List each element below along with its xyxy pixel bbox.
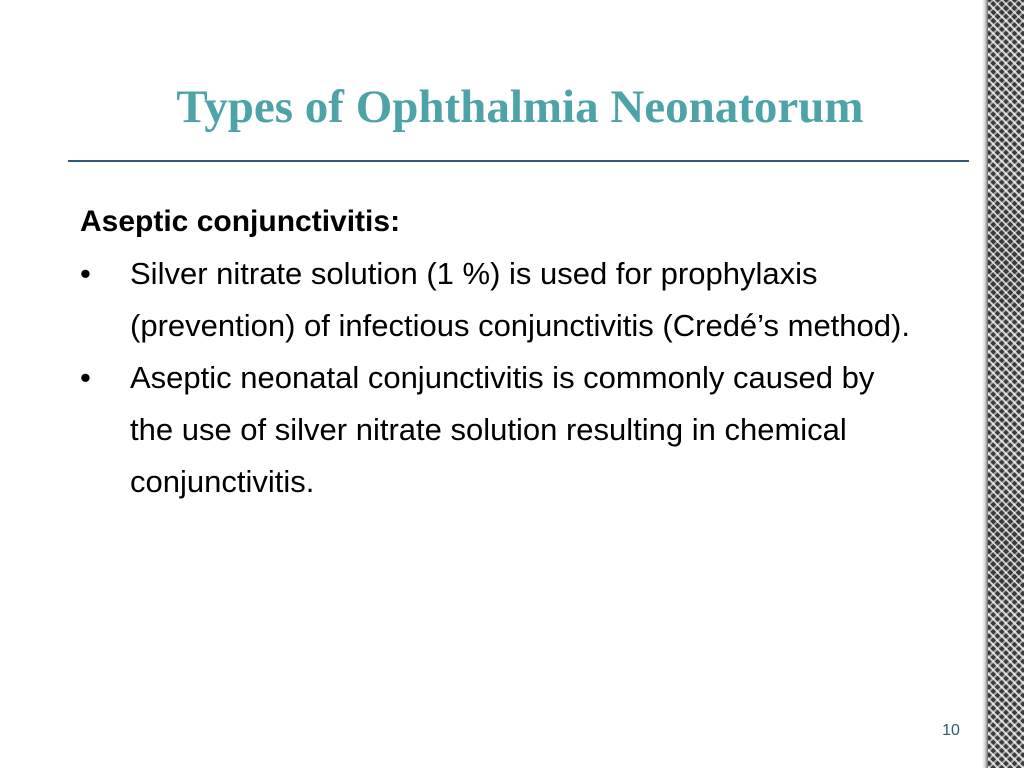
bullet-icon: • [80,256,91,291]
slide-title: Types of Ophthalmia Neonatorum [176,81,864,133]
side-border-pattern [988,0,1024,768]
bullet-icon: • [80,360,91,395]
title-divider [68,160,969,162]
page-number: 10 [942,722,960,739]
section-heading: Aseptic conjunctivitis: [80,205,401,238]
bullet-list [80,248,920,508]
bullet-item [80,352,920,508]
bullet-item [80,248,920,352]
slide-content [80,196,920,508]
bullet-text: Silver nitrate solution (1 %) is used for prophylaxis (prevention) of infectious conjunctivitis (Credé’s method). [130,256,910,343]
bullet-text: Aseptic neonatal conjunctivitis is commonly caused by the use of silver nitrate solution resulting in chemical conjunctivitis. [130,360,875,499]
